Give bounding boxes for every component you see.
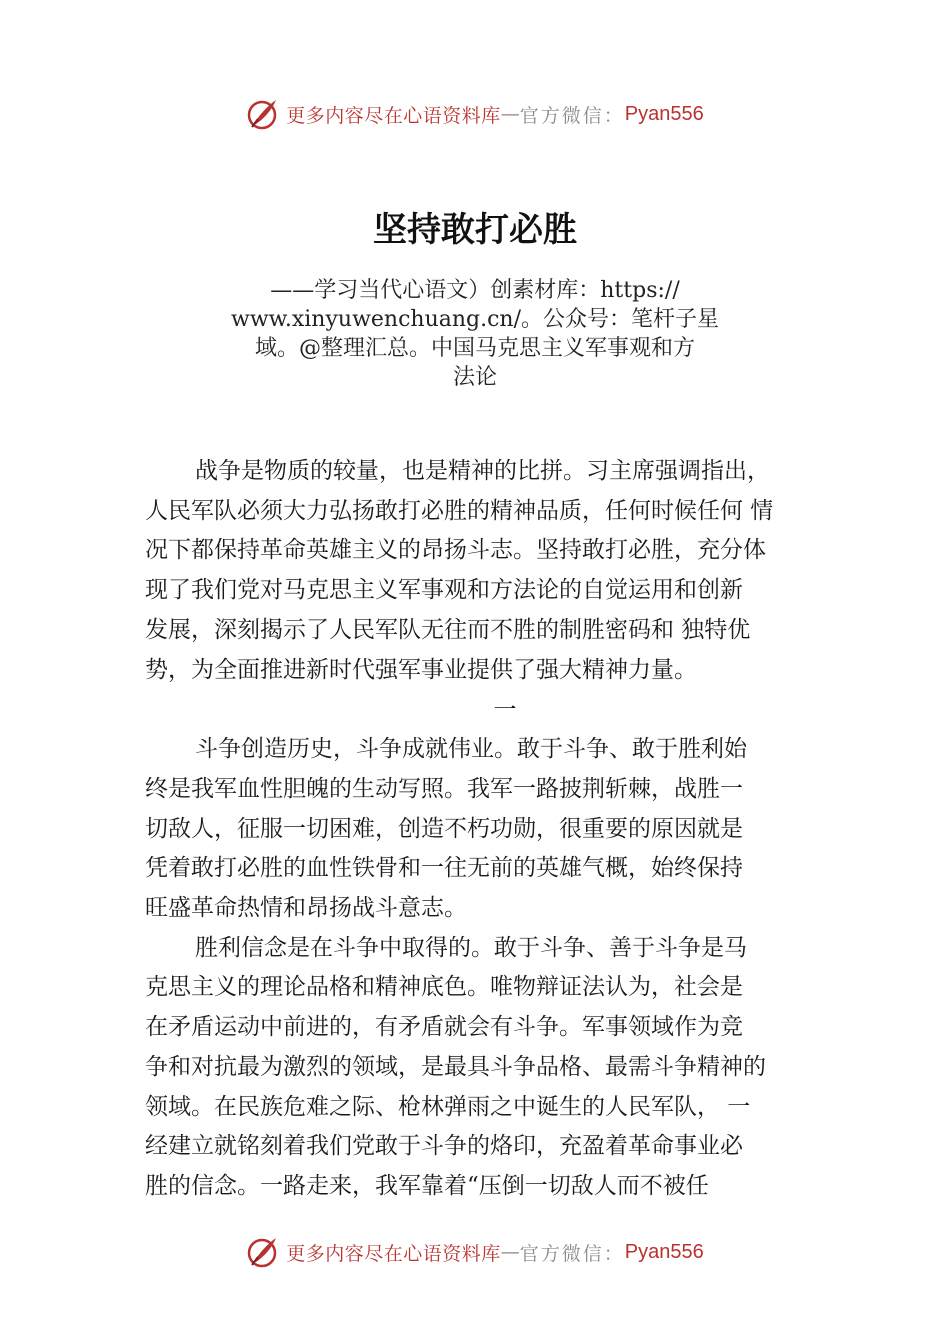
document-title: 坚持敢打必胜 [373, 210, 577, 250]
section-number: 一 [493, 697, 517, 724]
text-line: 在矛盾运动中前进的，有矛盾就会有斗争。军事领域作为竞 [145, 1014, 743, 1041]
quill-logo-icon [246, 97, 280, 131]
text-line: 斗争创造历史，斗争成就伟业。敢于斗争、敢于胜利始 [195, 736, 747, 763]
text-line: 胜利信念是在斗争中取得的。敢于斗争、善于斗争是马 [195, 934, 747, 961]
intro-paragraph [145, 452, 835, 690]
subtitle-line: 法论 [452, 365, 497, 390]
watermark-separator: — [500, 1241, 520, 1263]
watermark-wechat-id: Pyan556 [624, 1240, 704, 1263]
watermark-text: 更多内容尽在心语资料库 [286, 1242, 501, 1265]
document-subtitle [180, 276, 770, 392]
paragraph-2 [145, 929, 835, 1207]
watermark-label: 官方微信： [519, 1242, 625, 1265]
text-line: 旺盛革命热情和昂扬战斗意志。 [145, 895, 467, 922]
text-line: 终是我军血性胆魄的生动写照。我军一路披荆斩棘，战胜一 [145, 775, 743, 802]
watermark-text: 更多内容尽在心语资料库 [286, 104, 501, 127]
text-line: 现了我们党对马克思主义军事观和方法论的自觉运用和创新 [145, 577, 743, 604]
text-line: 势，为全面推进新时代强军事业提供了强大精神力量。 [145, 656, 697, 683]
text-line: 凭着敢打必胜的血性铁骨和一往无前的英雄气概，始终保持 [145, 855, 743, 882]
text-line: 争和对抗最为激烈的领域，是最具斗争品格、最需斗争精神的 [145, 1053, 766, 1080]
footer-watermark [0, 1232, 950, 1272]
text-line: 领域。在民族危难之际、枪林弹雨之中诞生的人民军队， 一 [145, 1093, 751, 1120]
text-line: 克思主义的理论品格和精神底色。唯物辩证法认为，社会是 [145, 974, 743, 1001]
document-body [145, 452, 835, 1207]
quill-logo-icon [246, 1235, 280, 1269]
text-line: 发展，深刻揭示了人民军队无往而不胜的制胜密码和 独特优 [145, 616, 751, 643]
text-line: 经建立就铭刻着我们党敢于斗争的烙印，充盈着革命事业必 [145, 1133, 743, 1160]
text-line: 况下都保持革命英雄主义的昂扬斗志。坚持敢打必胜，充分体 [145, 537, 766, 564]
subtitle-line: ——学习当代心语文）创素材库：https:// [270, 278, 680, 303]
watermark-label: 官方微信： [519, 104, 625, 127]
text-line: 人民军队必须大力弘扬敢打必胜的精神品质，任何时候任何 情 [145, 497, 774, 524]
paragraph-1 [145, 730, 835, 929]
text-line: 切敌人，征服一切困难，创造不朽功勋，很重要的原因就是 [145, 815, 743, 842]
watermark-separator: — [500, 103, 520, 125]
subtitle-line: www.xinyuwenchuang.cn/。公众号：笔杆子星 [230, 307, 720, 332]
text-line: 胜的信念。一路走来，我军靠着“压倒一切敌人而不被任 [145, 1172, 709, 1199]
text-line: 战争是物质的较量，也是精神的比拼。习主席强调指出， [195, 458, 770, 484]
header-watermark [0, 94, 950, 134]
subtitle-line: 域。@整理汇总。中国马克思主义军事观和方 [254, 336, 695, 361]
watermark-wechat-id: Pyan556 [624, 102, 704, 125]
